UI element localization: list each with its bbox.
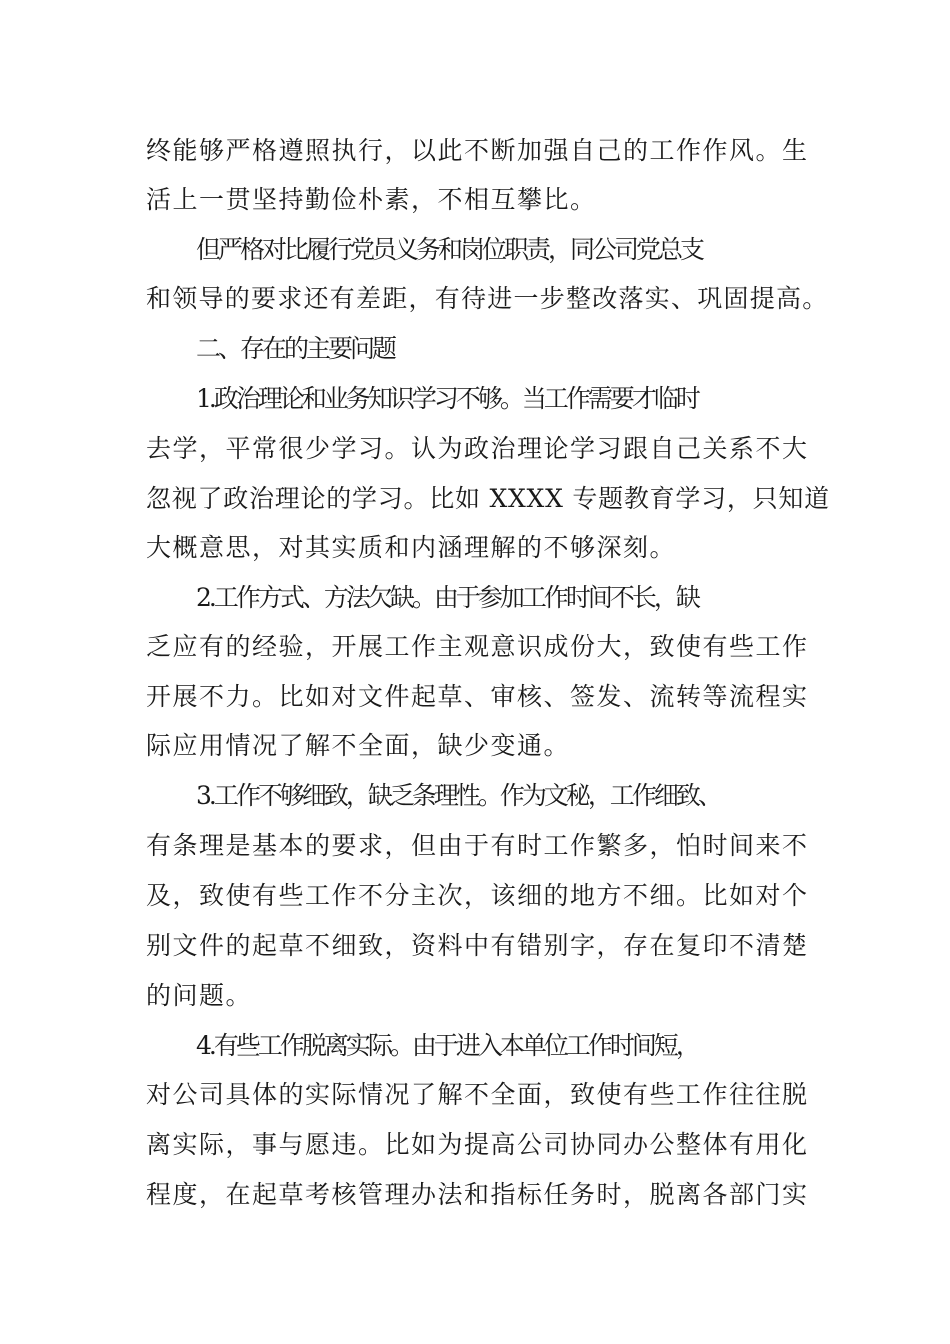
text-line: 但严格对比履行党员义务和岗位职责，同公司党总支	[196, 235, 703, 264]
section-heading: 二、存在的主要问题	[196, 334, 395, 363]
text-line: 终能够严格遵照执行，以此不断加强自己的工作作风。生	[146, 136, 809, 165]
text-line: 去学，平常很少学习。认为政治理论学习跟自己关系不大	[146, 434, 809, 463]
text-line: 开展不力。比如对文件起草、审核、签发、流转等流程实	[146, 682, 809, 711]
text-line: 4.有些工作脱离实际。由于进入本单位工作时间短，	[196, 1031, 698, 1060]
text-line: 有条理是基本的要求，但由于有时工作繁多，怕时间来不	[146, 831, 809, 860]
text-line: 的问题。	[146, 981, 253, 1010]
text-line: 大概意思，对其实质和内涵理解的不够深刻。	[146, 533, 677, 562]
text-line: 离实际，事与愿违。比如为提高公司协同办公整体有用化	[146, 1130, 809, 1159]
text-line: 活上一贯坚持勤俭朴素，不相互攀比。	[146, 185, 597, 214]
text-line: 1.政治理论和业务知识学习不够。当工作需要才临时	[196, 384, 698, 413]
text-line: 2.工作方式、方法欠缺。由于参加工作时间不长，缺	[196, 583, 698, 612]
text-line: 际应用情况了解不全面，缺少变通。	[146, 731, 571, 760]
text-line: 及，致使有些工作不分主次，该细的地方不细。比如对个	[146, 881, 809, 910]
text-line: 程度，在起草考核管理办法和指标任务时，脱离各部门实	[146, 1180, 809, 1209]
text-line: 对公司具体的实际情况了解不全面，致使有些工作往往脱	[146, 1080, 809, 1109]
text-line: 和领导的要求还有差距，有待进一步整改落实、巩固提高。	[146, 284, 829, 313]
text-line: 忽视了政治理论的学习。比如 XXXX 专题教育学习，只知道	[146, 484, 830, 513]
text-line: 乏应有的经验，开展工作主观意识成份大，致使有些工作	[146, 632, 809, 661]
text-line: 3.工作不够细致，缺乏条理性。作为文秘，工作细致、	[196, 781, 720, 810]
text-line: 别文件的起草不细致，资料中有错别字，存在复印不清楚	[146, 931, 809, 960]
